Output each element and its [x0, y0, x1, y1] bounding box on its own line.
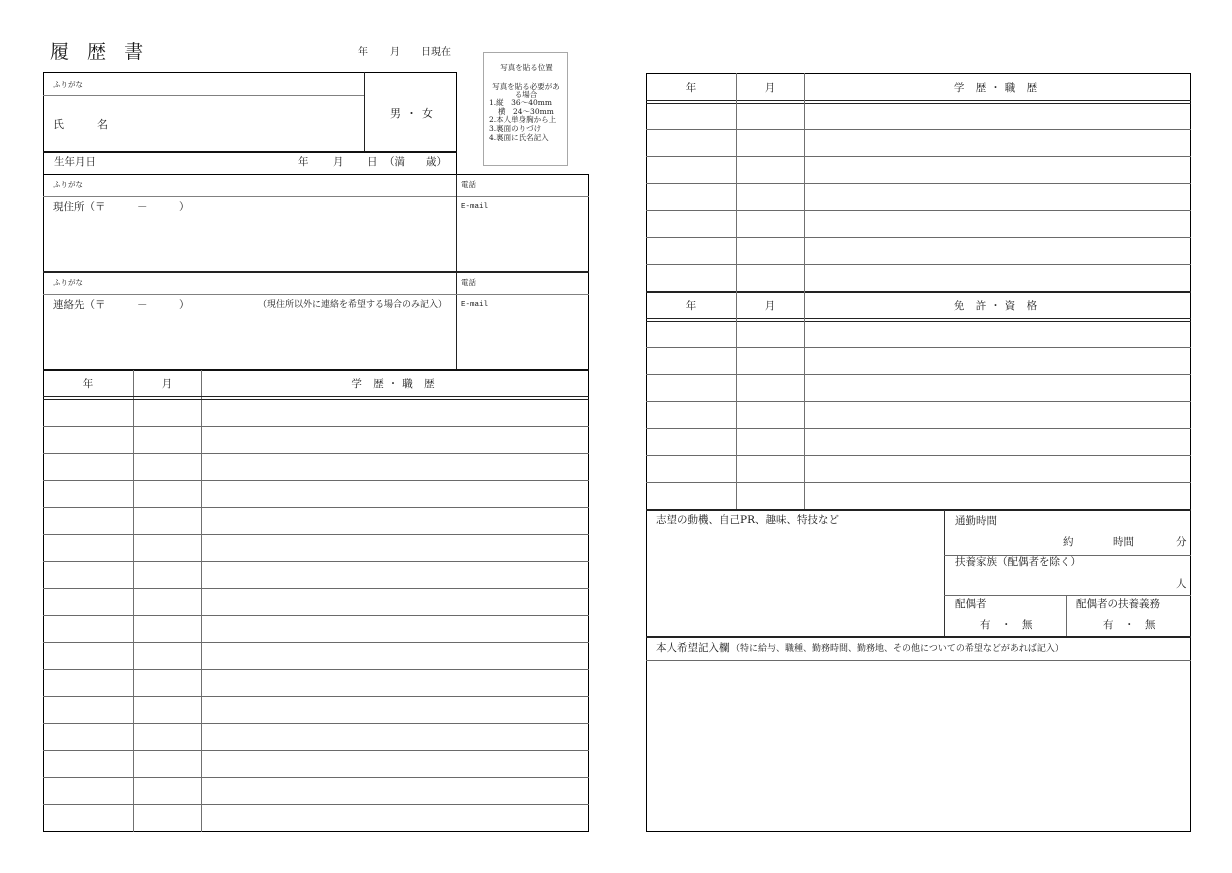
education-history-row [43, 535, 589, 562]
contact-phone-label: 電話 [461, 278, 476, 287]
address-label: 現住所（〒 － ） [53, 201, 190, 213]
date-month-label: 月 [390, 47, 400, 58]
commute-minutes-label: 分 [1176, 536, 1187, 548]
dependents-unit-label: 人 [1176, 578, 1187, 590]
photo-instruction: 横 24〜30mm [498, 106, 554, 116]
education-history-row [43, 589, 589, 616]
address-email-label: E-mail [461, 202, 489, 211]
work-history-row [646, 265, 1191, 292]
history-header-divider [43, 396, 589, 397]
address-furigana-label: ふりがな [53, 180, 83, 189]
education-history-row [43, 670, 589, 697]
education-history-row [43, 508, 589, 535]
spouse-divider [1066, 595, 1067, 637]
address-contact-divider [43, 271, 589, 272]
license-row [646, 483, 1191, 510]
education-history-row [43, 697, 589, 724]
name-label: 氏 名 [53, 117, 119, 131]
history-month-header: 月 [161, 378, 173, 390]
photo-instruction: 1.縦 36〜40mm [489, 98, 552, 107]
license-month-header: 月 [764, 300, 776, 312]
contact-address-label: 連絡先（〒 － ） [53, 299, 190, 311]
education-history-row [43, 427, 589, 454]
work-history-row [646, 104, 1191, 131]
license-row [646, 402, 1191, 429]
education-history-row [43, 751, 589, 778]
education-history-row [43, 805, 589, 832]
personal-requests-note: （特に給与、職種、勤務時間、勤務地、その他についての希望などがあれば記入） [731, 643, 1064, 654]
photo-instruction: 3.裏面のりづけ [489, 124, 542, 134]
history-year-header: 年 [82, 378, 94, 390]
name-furigana-divider [43, 95, 364, 96]
month-column-divider [804, 73, 805, 510]
history-header-divider [646, 100, 1191, 101]
work-history-row [646, 130, 1191, 157]
date-day-as-of-label: 日現在 [421, 47, 451, 58]
license-row [646, 348, 1191, 375]
spouse-choice: 有 ・ 無 [980, 619, 1033, 631]
history-year-header: 年 [685, 82, 697, 94]
education-history-row [43, 778, 589, 805]
age-label: （満 歳） [384, 156, 447, 168]
birthdate-label: 生年月日 [54, 156, 96, 168]
motivation-side-divider [944, 510, 945, 637]
date-year-label: 年 [358, 47, 368, 58]
photo-box-title: 写真を貼る位置 [500, 63, 553, 72]
dependents-divider [944, 595, 1191, 596]
education-history-row [43, 454, 589, 481]
license-year-header: 年 [685, 300, 697, 312]
license-row [646, 429, 1191, 456]
licenses-qualifications-header: 免 許・資 格 [953, 300, 1042, 312]
photo-instruction: 2.本人単身胸から上 [489, 115, 557, 125]
license-top-divider [646, 291, 1191, 292]
work-history-row [646, 238, 1191, 265]
document-title: 履 歴 書 [50, 41, 150, 63]
work-history-row [646, 184, 1191, 211]
birth-day-label: 日 [367, 156, 378, 168]
gender-label: 男・女 [390, 106, 438, 120]
commute-hours-label: 時間 [1113, 536, 1134, 548]
personal-requests-label: 本人希望記入欄 [656, 642, 730, 654]
work-history-row [646, 157, 1191, 184]
education-work-history-header: 学 歴・職 歴 [351, 378, 439, 390]
contact-furigana-divider [43, 294, 589, 295]
education-work-history-header: 学 歴・職 歴 [953, 82, 1042, 94]
photo-instruction: 4.裏面に氏名記入 [489, 132, 549, 142]
photo-box-instructions [489, 99, 556, 143]
history-month-header: 月 [764, 82, 776, 94]
spouse-label: 配偶者 [955, 598, 987, 610]
education-history-row [43, 724, 589, 751]
name-furigana-label: ふりがな [53, 79, 83, 89]
license-header-divider [646, 318, 1191, 319]
year-column-divider [736, 73, 737, 510]
birth-year-label: 年 [298, 156, 309, 168]
motivation-label: 志望の動機、自己PR、趣味、特技など [656, 514, 839, 526]
address-furigana-divider [43, 196, 589, 197]
spouse-support-choice: 有 ・ 無 [1103, 619, 1156, 631]
photo-placement-box [483, 52, 568, 166]
history-top-divider [43, 369, 589, 370]
education-history-row [43, 481, 589, 508]
gender-divider [364, 72, 365, 152]
requests-label-divider [646, 660, 1191, 661]
birth-month-label: 月 [333, 156, 344, 168]
commute-divider [944, 555, 1191, 556]
address-phone-label: 電話 [461, 180, 476, 189]
commute-approx-label: 約 [1063, 536, 1074, 548]
education-history-row [43, 643, 589, 670]
education-history-row [43, 562, 589, 589]
spouse-support-label: 配偶者の扶養義務 [1076, 598, 1160, 610]
dependents-label: 扶養家族（配偶者を除く） [955, 556, 1081, 568]
license-row [646, 375, 1191, 402]
photo-box-note: 写真を貼る必要がある場合 [492, 82, 560, 99]
commute-time-label: 通勤時間 [955, 515, 997, 527]
license-row [646, 456, 1191, 483]
birthdate-divider [43, 151, 457, 152]
motivation-top-divider [646, 509, 1191, 510]
license-row [646, 322, 1191, 349]
work-history-row [646, 211, 1191, 238]
contact-email-label: E-mail [461, 300, 489, 309]
requests-top-divider [646, 636, 1191, 637]
contact-furigana-label: ふりがな [53, 278, 83, 287]
education-history-row [43, 400, 589, 427]
education-history-row [43, 616, 589, 643]
contact-address-note: （現住所以外に連絡を希望する場合のみ記入） [258, 299, 448, 310]
